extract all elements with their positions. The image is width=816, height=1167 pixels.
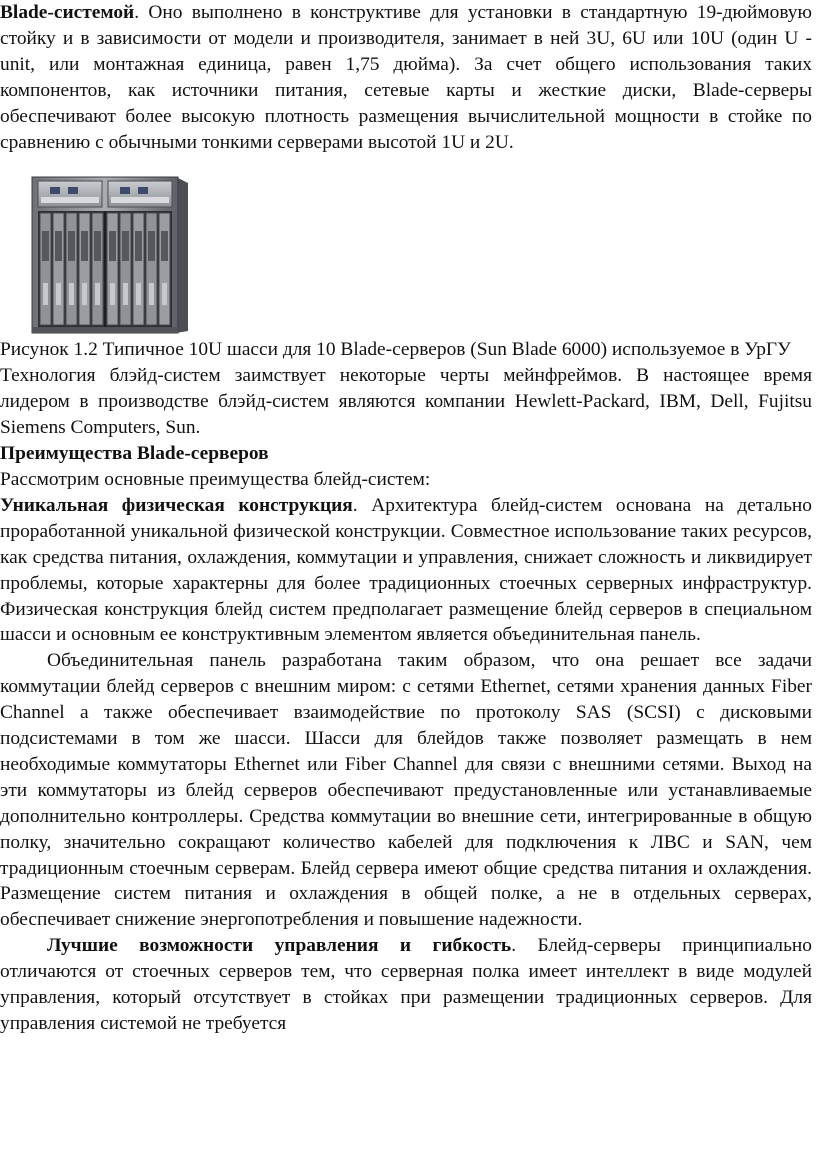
paragraph-backplane: Объединительная панель разработана таким образом, что она решает все задачи коммутации блейд серверов с внешним миром: с сетями Ethernet, сетями хранения данных Fiber Channel а также обеспечивает взаимодействие по протоколу SAS (SCSI) с дисковыми подсистемами в том же шасси. Шасси для блейдов также позволяет размещать в нем необходимые коммутаторы Ethernet или Fiber Channel для связи с внешними сетями. Выход на эти коммутаторы из блейд серверов обеспечивают предустановленные или устанавливаемые дополнительно контроллеры. Средства коммутации во внешние сети, интегрированные в общую полку, значительно сокращают количество кабелей для подключения к ЛВС и SAN, чем традиционным стоечным серверам. Блейд сервера имеют общие средства питания и охлаждения. Размещение систем питания и охлаждения в общей полке, а не в отдельных серверах, обеспечивает снижение энергопотребления и повышение надежности. xyxy=(0,650,812,931)
paragraph-text: . Блейд-серверы принципиально отличаются от стоечных серверов тем, что серверная полка имеет интеллект в виде модулей управления, который отсутствует в стойках при размещении традиционных серверов. Для управления системой не требуется xyxy=(0,935,812,1034)
paragraph-unique-design xyxy=(0,493,812,648)
figure-caption: Рисунок 1.2 Типичное 10U шасси для 10 Blade-серверов (Sun Blade 6000) используемое в УрГУ xyxy=(0,339,791,361)
paragraph-blade-system xyxy=(0,0,812,155)
paragraph-intro: Рассмотрим основные преимущества блейд-систем: xyxy=(0,468,431,490)
term-unique-design: Уникальная физическая конструкция xyxy=(0,494,353,516)
paragraph-blade-technology: Технология блэйд-систем заимствует некоторые черты мейнфреймов. В настоящее время лидером в производстве блэйд-систем являются компании Hewlett-Packard, IBM, Dell, Fujitsu Siemens Computers, Sun. xyxy=(0,365,812,439)
paragraph-management xyxy=(0,933,812,1037)
term-management: Лучшие возможности управления и гибкость xyxy=(47,935,512,957)
blade-chassis-photo xyxy=(28,173,191,335)
term-blade-system: Blade-системой xyxy=(0,2,135,23)
paragraph-text: . Оно выполнено в конструктиве для установки в стандартную 19-дюймовую стойку и в зависимости от модели и производителя, занимает в ней 3U, 6U или 10U (один U - unit, или монтажная единица, равен 1,75 дюйма). За счет общего использования таких компонентов, как источники питания, сетевые карты и жесткие диски, Blade-серверы обеспечивают более высокую плотность размещения вычислительной мощности в стойке по сравнению с обычными тонкими серверами высотой 1U и 2U. xyxy=(0,2,812,153)
figure-blade-chassis xyxy=(0,155,816,337)
paragraph-text: . Архитектура блейд-систем основана на детально проработанной уникальной физической конструкции. Совместное использование таких ресурсов, как средства питания, охлаждения, коммутации и управления, снижает сложность и ликвидирует проблемы, которые характерны для более традиционных стоечных серверных инфраструктур. Физическая конструкция блейд систем предполагает размещение блейд серверов в специальном шасси и основным ее конструктивным элементом является объединительная панель. xyxy=(0,494,812,646)
section-heading: Преимущества Blade-серверов xyxy=(0,443,269,465)
